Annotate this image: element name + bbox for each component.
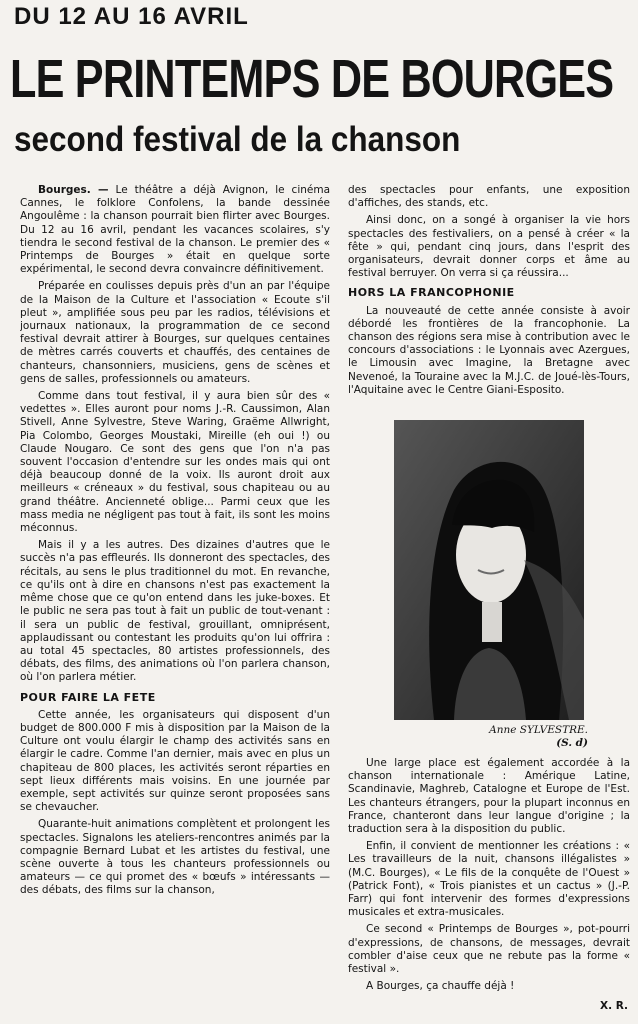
caption-credit: (S. d) <box>556 737 588 749</box>
author-signature: X. R. <box>599 1000 628 1012</box>
section-subtitle: POUR FAIRE LA FETE <box>20 690 156 704</box>
paragraph: Mais il y a les autres. Des dizaines d'autres que le succès n'a pas effleurés. Ils donneront des spectacles, des récitals, au sens le plus traditionnel du mot. En revanche, ce qu'ils ont à dire en chansons n'est pas exactement la même chose que ce qu'on entend dans les juke-boxes. Et le public ne sera pas tout à fait un public de tout-venant : il sera un public de festival, grouillant, omniprésent, applaudissant ou contestant les produits qu'on lui offrira : au total 45 spectacles, 80 artistes professionnels, des débats, des films, des animations où l'on parlera chanson, où l'on parlera métier. <box>20 539 330 684</box>
article-column-left <box>20 184 330 1024</box>
caption-name: Anne SYLVESTRE. <box>489 724 588 736</box>
paragraph: La nouveauté de cette année consiste à avoir débordé les frontières de la francophonie. La chanson des régions sera mise à contribution avec le concours d'associations : le Lyonnais avec Azergues, le Limousin avec Imagine, la Bretagne avec Nevenoé, la Touraine avec la M.J.C. de Joué-lès-Tours, l'Aquitaine avec le Centre Giani-Esposito. <box>348 304 630 396</box>
portrait-illustration <box>394 420 584 720</box>
paragraph: Ce second « Printemps de Bourges », pot-pourri d'expressions, de chansons, de messages, devrait combler d'aise ceux que ne rebute pas la forme « festival ». <box>348 923 630 976</box>
article-column-right-bottom <box>348 757 630 1024</box>
headline: LE PRINTEMPS DE BOURGES <box>10 49 614 109</box>
section-subtitle: HORS LA FRANCOPHONIE <box>348 286 515 300</box>
date-kicker: DU 12 AU 16 AVRIL <box>14 3 249 30</box>
paragraph-text: Le théâtre a déjà Avignon, le cinéma Cannes, le folklore Confolens, la bande dessinée Angoulême : la chanson pourrait bien flirter avec Bourges. Du 12 au 16 avril, pendant les vacances scolaires, s'y tiendra le second festival de la chanson. Le premier des « Printemps de Bourges » était en quelque sorte expérimental, le second devra convaincre définitivement. <box>20 184 330 276</box>
paragraph: Comme dans tout festival, il y aura bien sûr des « vedettes ». Elles auront pour noms J.-R. Caussimon, Alan Stivell, Anne Sylvestre, Steve Waring, Graëme Allwright, Pia Colombo, Georges Moustaki, Mireille (eh oui !) ou Claude Nougaro. Ce sont des gens que l'on n'a pas souvent l'occasion d'entendre sur les ondes mais qui ont déjà beaucoup donné de la voix. Ils auront droit aux meilleurs « créneaux » du festival, sous chapiteau ou au grand théâtre. Ancienneté oblige... Parmi ceux que les mass media ne négligent pas tout à fait, ils sont les moins méconnus. <box>20 390 330 535</box>
subheadline: second festival de la chanson <box>14 120 461 159</box>
paragraph: Enfin, il convient de mentionner les créations : « Les travailleurs de la nuit, chansons illégalistes » (M.C. Bourges), « Le fils de la conquête de l'Ouest » (Patrick Font), « Trois pianistes et un cactus » (J.-P. Farr) qui font intervenir des formes d'expressions musicales et extra-musicales. <box>348 840 630 919</box>
dateline: Bourges. — <box>38 184 109 196</box>
portrait-photo <box>394 420 584 720</box>
paragraph: Une large place est également accordée à la chanson internationale : Amérique Latine, Scandinavie, Maghreb, Catalogne et Europe de l'Est. Les chanteurs étrangers, pour la plupart inconnus en France, chanteront dans leur langue d'origine ; la traduction sera à la disposition du public. <box>348 757 630 836</box>
paragraph: Préparée en coulisses depuis près d'un an par l'équipe de la Maison de la Culture et l'association « Ecoute s'il pleut », amplifiée sous peu par les radios, télévisions et journaux nationaux, la programmation de ce second festival devrait attirer à Bourges, sur quelques centaines de mètres carrés couverts et chauffés, des centaines de chanteurs, chansonniers, musiciens, gens de scènes et gens de salles, professionnels ou amateurs. <box>20 280 330 385</box>
paragraph: Quarante-huit animations complètent et prolongent les spectacles. Signalons les ateliers-rencontres animés par la compagnie Bernard Lubat et les artistes du festival, une scène ouverte à tous les chanteurs professionnels ou amateurs — ce qui promet des « bœufs » intéressants — des débats, des films sur la chanson, <box>20 818 330 897</box>
paragraph: A Bourges, ça chauffe déjà ! <box>366 980 515 993</box>
paragraph: Ainsi donc, on a songé à organiser la vie hors spectacles des festivaliers, on a pensé à créer « la fête » qui, pendant cinq jours, dans l'esprit des organisateurs, devrait donner corps et âme au festival berruyer. On verra si ça réussira... <box>348 214 630 280</box>
paragraph: des spectacles pour enfants, une exposition d'affiches, des stands, etc. <box>348 184 630 210</box>
paragraph <box>20 184 330 276</box>
paragraph: Cette année, les organisateurs qui disposent d'un budget de 800.000 F mis à disposition par la Maison de la Culture ont voulu élargir le champ des activités sans en élargir le cadre. Comme l'an dernier, mais avec en plus un chapiteau de 800 places, les activités seront réparties en sept lieux différents mais voisins. En une journée par exemple, sept activités sur quinze seront proposées sans se chevaucher. <box>20 708 330 814</box>
photo-caption <box>392 724 588 750</box>
article-column-right-top <box>348 184 630 424</box>
